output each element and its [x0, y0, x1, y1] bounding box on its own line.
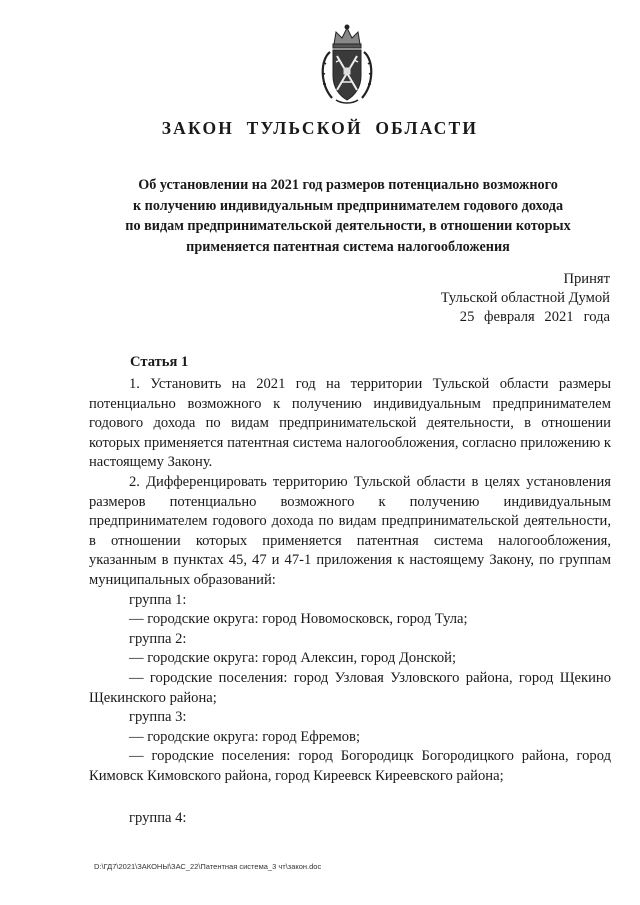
article-paragraph-1: 1. Установить на 2021 год на территории Тульской области размеры потенциально возможного к получению индивидуальным предпринимателем годового дохода по видам предпринимательской деятельности, в отношении которых применяется патентная система налогообложения, согласно приложению к настоящему Закону.	[89, 376, 611, 471]
spacer	[89, 786, 611, 809]
law-title: ЗАКОН ТУЛЬСКОЙ ОБЛАСТИ	[161, 118, 479, 138]
article-heading: Статья 1	[130, 354, 189, 370]
adoption-body: Тульской областной Думой	[440, 290, 610, 306]
group-4-label: группа 4:	[129, 810, 187, 827]
subject-line: Об установлении на 2021 год размеров потенциально возможного	[138, 177, 558, 193]
group-1-item: — городские округа: город Новомосковск, город Тула;	[129, 611, 468, 628]
adoption-year-word: года	[583, 309, 610, 325]
subject-line: к получению индивидуальным предпринимателем годового дохода	[132, 197, 564, 214]
group-2-item: — городские округа: город Алексин, город Донской;	[129, 650, 457, 667]
article-paragraph-2: 2. Дифференцировать территорию Тульской области в целях установления размеров потенциально возможного к получению индивидуальным предпринимателем годового дохода по видам предпринимательской деятельности, в отношении которых применяется патентная система налогообложения, указанным в пунктах 45, 47 и 47-1 приложения к настоящему Закону, по группам муниципальных образований:	[89, 473, 611, 588]
article-body	[89, 375, 611, 829]
group-1-label: группа 1:	[129, 591, 187, 608]
adoption-date-line	[441, 308, 610, 327]
subject-line: применяется патентная система налогообложения	[186, 238, 510, 255]
group-3-item: — городские поселения: город Богородицк Богородицкого района, город Кимовск Кимовского района, город Киреевск Киреевского района;	[89, 748, 611, 784]
adoption-block	[441, 270, 610, 327]
group-3-label: группа 3:	[129, 709, 187, 726]
adoption-accepted: Принят	[563, 271, 610, 287]
group-2-item: — городские поселения: город Узловая Узловского района, город Щекино Щекинского района;	[89, 669, 611, 706]
adoption-date: 25 февраля 2021	[459, 309, 574, 325]
group-3-item: — городские округа: город Ефремов;	[129, 728, 361, 745]
file-path-footer: D:\ГД7\2021\ЗАКОНЫ\ЗАС_22\Патентная система_3 чт\закон.doc	[94, 862, 322, 871]
subject-line: по видам предпринимательской деятельности, в отношении которых	[125, 218, 571, 234]
tula-coat-of-arms-icon	[316, 24, 378, 106]
group-2-label: группа 2:	[129, 630, 187, 647]
law-subject	[100, 175, 596, 257]
